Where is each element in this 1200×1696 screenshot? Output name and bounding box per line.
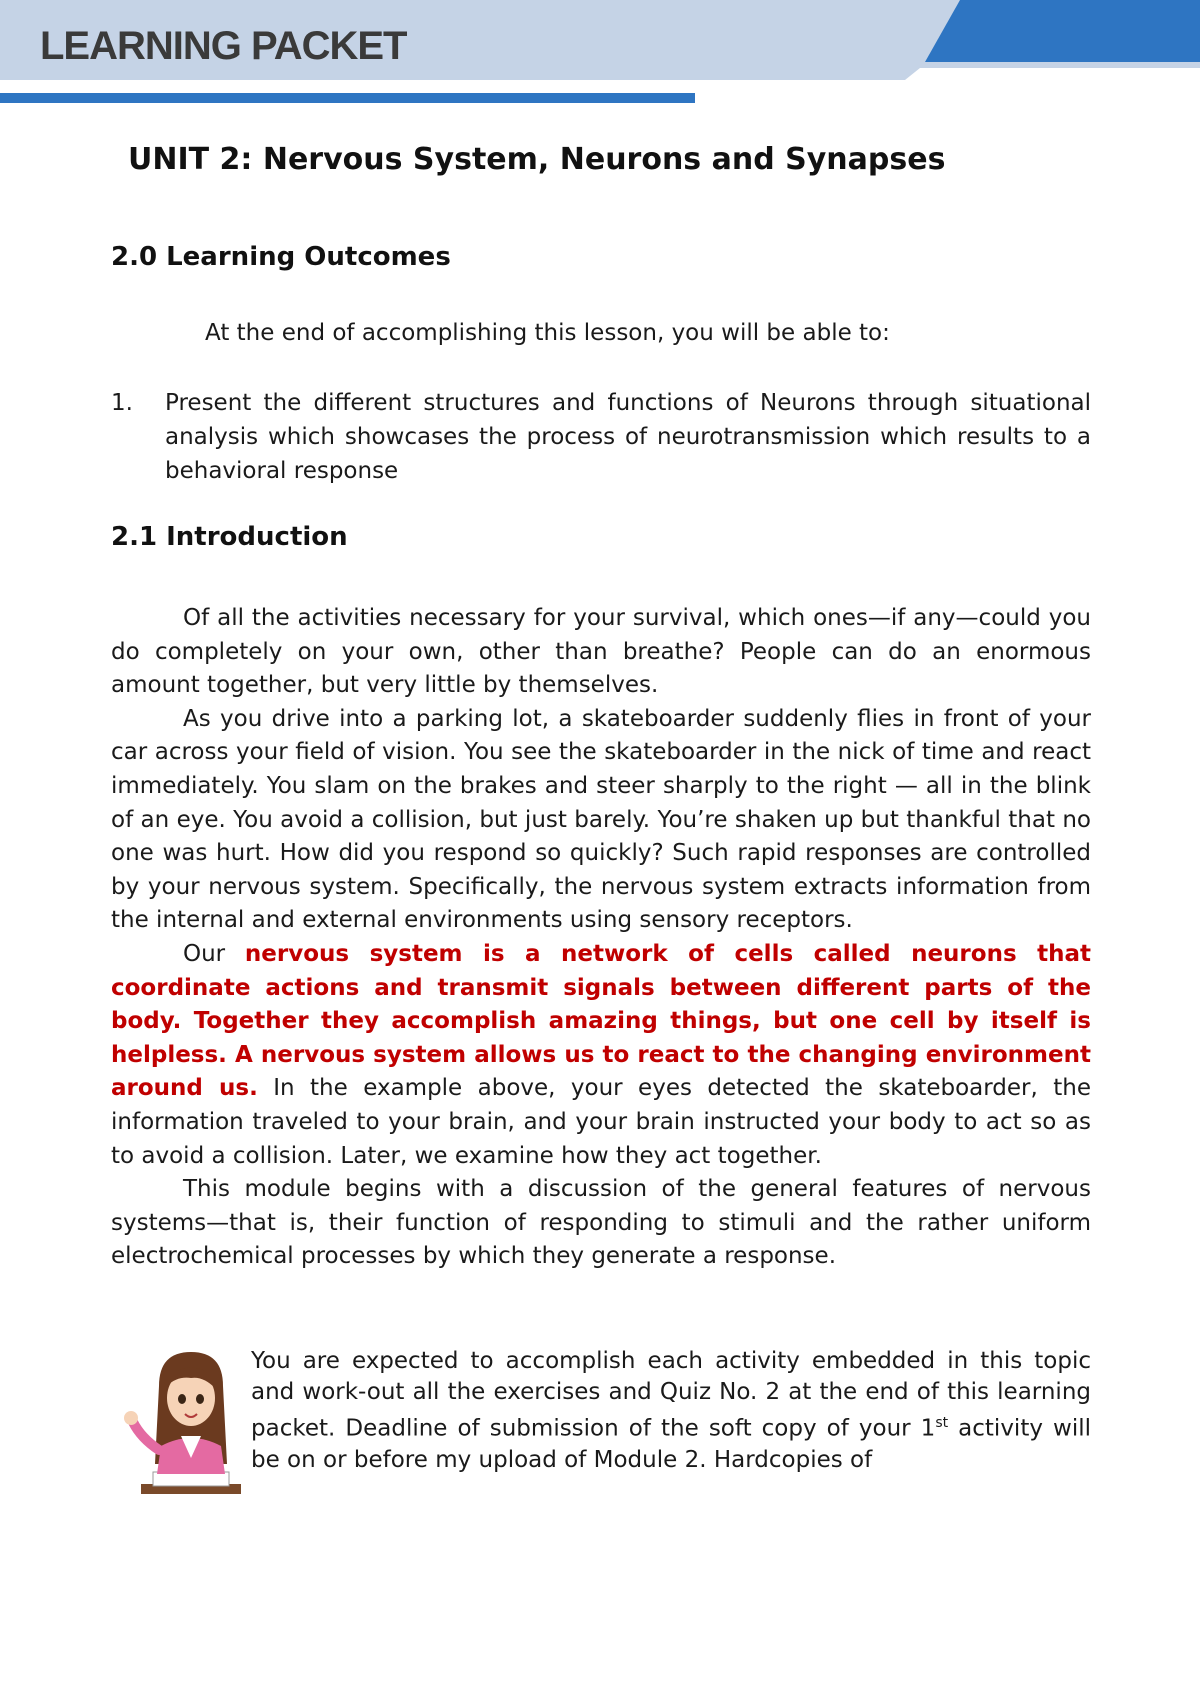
- unit-title: UNIT 2: Nervous System, Neurons and Synapses: [128, 142, 946, 177]
- introduction-body: [111, 602, 1091, 1274]
- outcome-number: 1.: [111, 390, 133, 416]
- note-text-a: You are expected to accomplish each activity embedded in this topic and work-out all the exercises and Quiz No. 2 at the end of this learning packet. Deadline of submission of the soft copy of your 1: [251, 1348, 1091, 1442]
- nervous-system-definition: nervous system is a network of cells called neurons that coordinate actions and transmit signals between different parts of the body. Together they accomplish amazing things, but one cell by itself is helpless. A nervous system allows us to react to the changing environment around us.: [111, 940, 1091, 1102]
- packet-title: LEARNING PACKET: [40, 24, 407, 68]
- outcomes-lead: At the end of accomplishing this lesson, you will be able to:: [205, 320, 890, 346]
- ordinal-suffix: st: [935, 1415, 949, 1431]
- intro-paragraph-2: As you drive into a parking lot, a skateboarder suddenly flies in front of your car across your field of vision. You see the skateboarder in the nick of time and react immediately. You slam on the brakes and steer sharply to the right — all in the blink of an eye. You avoid a collision, but just barely. You’re shaken up but thankful that no one was hurt. How did you respond so quickly? Such rapid responses are controlled by your nervous system. Specifically, the nervous system extracts information from the internal and external environments using sensory receptors.: [111, 705, 1091, 934]
- outcome-item: [111, 386, 1091, 488]
- intro-paragraph-3: [111, 938, 1091, 1173]
- p3-rest: In the example above, your eyes detected the skateboarder, the information traveled to your brain, and your brain instructed your body to act so as to avoid a collision. Later, we examine how they act together.: [111, 1075, 1092, 1169]
- p3-lead: Our: [183, 940, 245, 967]
- learning-outcomes-heading: 2.0 Learning Outcomes: [111, 242, 451, 272]
- introduction-heading: 2.1 Introduction: [111, 522, 348, 552]
- outcome-text: Present the different structures and functions of Neurons through situational analysis which showcases the process of neurotransmission which results to a behavioral response: [165, 390, 1091, 484]
- instruction-note: [111, 1346, 1091, 1506]
- assignment-note: [251, 1346, 1091, 1476]
- teacher-illustration: [111, 1346, 251, 1496]
- intro-paragraph-1: Of all the activities necessary for your survival, which ones—if any—could you do completely on your own, other than breathe? People can do an enormous amount together, but very little by themselves.: [111, 605, 1091, 699]
- note-text-b: activity will be on or before my upload of Module 2. Hardcopies of: [251, 1415, 1092, 1473]
- intro-paragraph-4: This module begins with a discussion of the general features of nervous systems—that is, their function of responding to stimuli and the rather uniform electrochemical processes by which they generate a response.: [111, 1176, 1091, 1270]
